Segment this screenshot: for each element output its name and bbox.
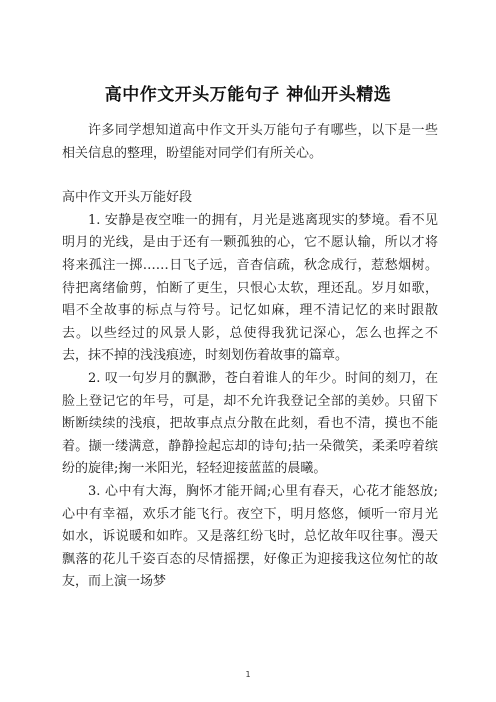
document-body [62, 120, 438, 594]
section-heading: 高中作文开头万能好段 [62, 190, 193, 206]
page-number: 1 [245, 670, 251, 679]
body-paragraph-3: 3. 心中有大海，胸怀才能开阔;心里有春天，心花才能怒放;心中有幸福，欢乐才能飞行。夜空下，明月悠悠，倾听一帘月光如水，诉说暖和如昨。又是落红纷飞时，总忆故年叹往事。漫天飘落的花儿千姿百态的尽情摇摆，好像正为迎接我这位匆忙的故友，而上演一场梦 [62, 483, 438, 590]
body-paragraph-1: 1. 安静是夜空唯一的拥有，月光是逃离现实的梦境。看不见明月的光线，是由于还有一颗孤独的心，它不愿认输，所以才将将来孤注一掷……日飞子远，音杳信疏，秋念成行，惹愁烟树。待把离绪偷剪，怕断了更生，只恨心太软，理还乱。岁月如歌，唱不全故事的标点与符号。记忆如麻，理不清记忆的来时跟散去。以些经过的风景人影，总使得我犹记深心，怎么也挥之不去，抹不掉的浅浅痕迹，时刻划伤着故事的篇章。 [62, 212, 438, 364]
document-title: 高中作文开头万能句子 神仙开头精选 [104, 85, 392, 105]
intro-paragraph: 许多同学想知道高中作文开头万能句子有哪些，以下是一些相关信息的整理，盼望能对同学们有所关心。 [62, 123, 438, 161]
body-paragraph-2: 2. 叹一句岁月的飘渺，苍白着谁人的年少。时间的刻刀，在脸上登记它的年号，可是，却不允许我登记全部的美妙。只留下断断续续的浅痕，把故事点点分散在此刻，看也不清，摸也不能着。撷一缕满意，静静捡起忘却的诗句;拈一朵微笑，柔柔哼着缤纷的旋律;掬一米阳光，轻轻迎接蓝蓝的晨曦。 [62, 370, 438, 477]
paragraph-spacer [62, 165, 438, 187]
